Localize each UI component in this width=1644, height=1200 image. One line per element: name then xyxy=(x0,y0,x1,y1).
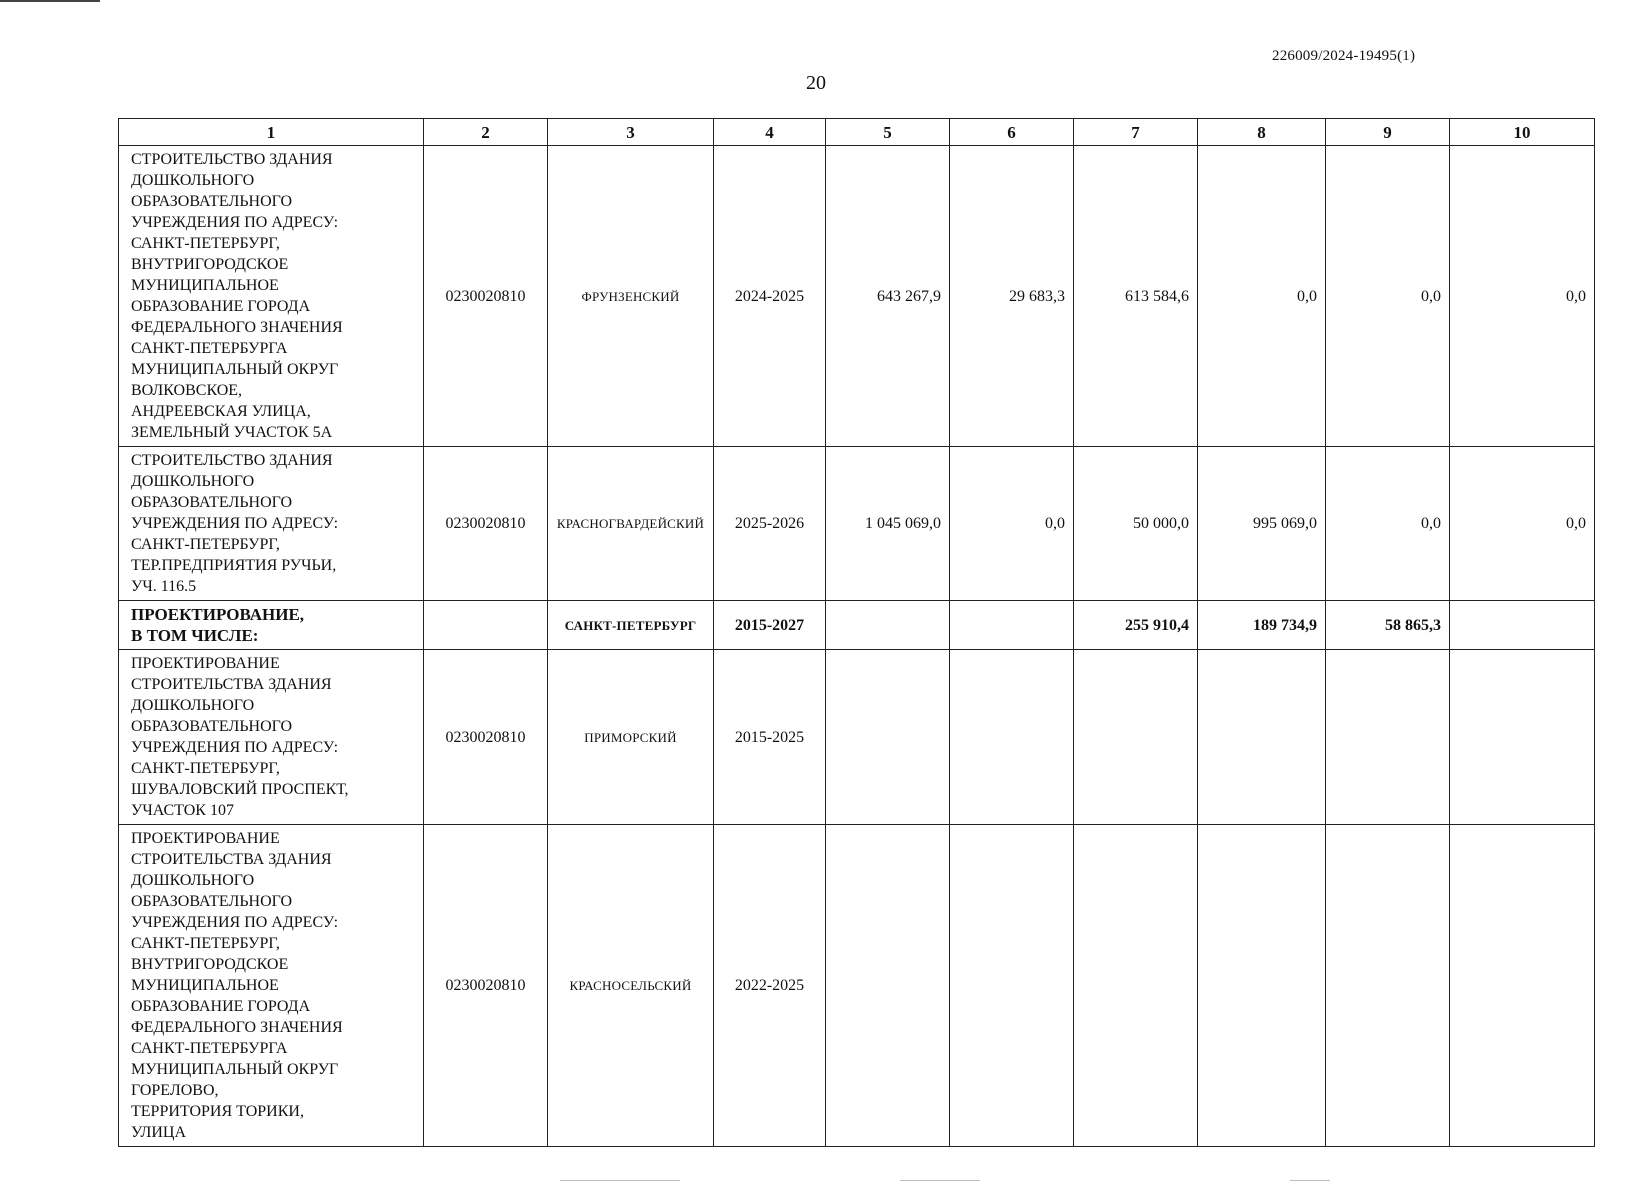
district-cell: КРАСНОСЕЛЬСКИЙ xyxy=(548,825,714,1147)
table-row xyxy=(119,825,1595,1147)
value-cell-6: 29 683,3 xyxy=(950,146,1074,447)
value-cell-9 xyxy=(1326,825,1450,1147)
value-cell-7: 50 000,0 xyxy=(1074,447,1198,601)
value-cell-9 xyxy=(1326,650,1450,825)
object-name-cell: ПРОЕКТИРОВАНИЕ СТРОИТЕЛЬСТВА ЗДАНИЯ ДОШКОЛЬНОГО ОБРАЗОВАТЕЛЬНОГО УЧРЕЖДЕНИЯ ПО АДРЕСУ: САНКТ-ПЕТЕРБУРГ, ВНУТРИГОРОДСКОЕ МУНИЦИПАЛЬНОЕ ОБРАЗОВАНИЕ ГОРОДА ФЕДЕРАЛЬНОГО ЗНАЧЕНИЯ САНКТ-ПЕТЕРБУРГА МУНИЦИПАЛЬНЫЙ ОКРУГ ГОРЕЛОВО, ТЕРРИТОРИЯ ТОРИКИ, УЛИЦА xyxy=(119,825,424,1147)
period-cell: 2015-2025 xyxy=(714,650,826,825)
value-cell-9: 58 865,3 xyxy=(1326,601,1450,650)
table-row xyxy=(119,447,1595,601)
table-row-subtotal xyxy=(119,601,1595,650)
district-cell: САНКТ-ПЕТЕРБУРГ xyxy=(548,601,714,650)
scan-artifact-line xyxy=(560,1180,680,1181)
budget-code-cell: 0230020810 xyxy=(424,146,548,447)
budget-code-cell xyxy=(424,601,548,650)
column-header: 8 xyxy=(1198,119,1326,146)
value-cell-10: 0,0 xyxy=(1450,146,1595,447)
scan-corner-mark xyxy=(0,0,100,2)
value-cell-10 xyxy=(1450,825,1595,1147)
value-cell-5 xyxy=(826,825,950,1147)
budget-code-cell: 0230020810 xyxy=(424,650,548,825)
column-header: 2 xyxy=(424,119,548,146)
value-cell-6 xyxy=(950,825,1074,1147)
value-cell-6 xyxy=(950,650,1074,825)
value-cell-5: 1 045 069,0 xyxy=(826,447,950,601)
column-header: 9 xyxy=(1326,119,1450,146)
value-cell-8 xyxy=(1198,825,1326,1147)
value-cell-8: 995 069,0 xyxy=(1198,447,1326,601)
budget-table xyxy=(118,118,1595,1147)
value-cell-7: 613 584,6 xyxy=(1074,146,1198,447)
period-cell: 2024-2025 xyxy=(714,146,826,447)
column-header: 4 xyxy=(714,119,826,146)
value-cell-10: 0,0 xyxy=(1450,447,1595,601)
scan-artifact-line xyxy=(1290,1180,1330,1181)
value-cell-10 xyxy=(1450,650,1595,825)
period-cell: 2015-2027 xyxy=(714,601,826,650)
value-cell-9: 0,0 xyxy=(1326,447,1450,601)
district-cell: ФРУНЗЕНСКИЙ xyxy=(548,146,714,447)
value-cell-6: 0,0 xyxy=(950,447,1074,601)
object-name-cell: ПРОЕКТИРОВАНИЕ, В ТОМ ЧИСЛЕ: xyxy=(119,601,424,650)
district-cell: КРАСНОГВАРДЕЙСКИЙ xyxy=(548,447,714,601)
value-cell-5: 643 267,9 xyxy=(826,146,950,447)
object-name-cell: ПРОЕКТИРОВАНИЕ СТРОИТЕЛЬСТВА ЗДАНИЯ ДОШКОЛЬНОГО ОБРАЗОВАТЕЛЬНОГО УЧРЕЖДЕНИЯ ПО АДРЕСУ: САНКТ-ПЕТЕРБУРГ, ШУВАЛОВСКИЙ ПРОСПЕКТ, УЧАСТОК 107 xyxy=(119,650,424,825)
value-cell-8 xyxy=(1198,650,1326,825)
value-cell-7 xyxy=(1074,650,1198,825)
column-header: 7 xyxy=(1074,119,1198,146)
value-cell-8: 0,0 xyxy=(1198,146,1326,447)
document-number: 226009/2024-19495(1) xyxy=(1272,48,1416,64)
value-cell-7 xyxy=(1074,825,1198,1147)
object-name-cell: СТРОИТЕЛЬСТВО ЗДАНИЯ ДОШКОЛЬНОГО ОБРАЗОВАТЕЛЬНОГО УЧРЕЖДЕНИЯ ПО АДРЕСУ: САНКТ-ПЕТЕРБУРГ, ТЕР.ПРЕДПРИЯТИЯ РУЧЬИ, УЧ. 116.5 xyxy=(119,447,424,601)
value-cell-10 xyxy=(1450,601,1595,650)
column-number-row xyxy=(119,119,1595,146)
value-cell-5 xyxy=(826,650,950,825)
column-header: 10 xyxy=(1450,119,1595,146)
column-header: 3 xyxy=(548,119,714,146)
page-number: 20 xyxy=(806,72,826,94)
table-row xyxy=(119,650,1595,825)
column-header: 6 xyxy=(950,119,1074,146)
object-name-cell: СТРОИТЕЛЬСТВО ЗДАНИЯ ДОШКОЛЬНОГО ОБРАЗОВАТЕЛЬНОГО УЧРЕЖДЕНИЯ ПО АДРЕСУ: САНКТ-ПЕТЕРБУРГ, ВНУТРИГОРОДСКОЕ МУНИЦИПАЛЬНОЕ ОБРАЗОВАНИЕ ГОРОДА ФЕДЕРАЛЬНОГО ЗНАЧЕНИЯ САНКТ-ПЕТЕРБУРГА МУНИЦИПАЛЬНЫЙ ОКРУГ ВОЛКОВСКОЕ, АНДРЕЕВСКАЯ УЛИЦА, ЗЕМЕЛЬНЫЙ УЧАСТОК 5А xyxy=(119,146,424,447)
value-cell-8: 189 734,9 xyxy=(1198,601,1326,650)
district-cell: ПРИМОРСКИЙ xyxy=(548,650,714,825)
value-cell-9: 0,0 xyxy=(1326,146,1450,447)
value-cell-7: 255 910,4 xyxy=(1074,601,1198,650)
column-header: 1 xyxy=(119,119,424,146)
value-cell-5 xyxy=(826,601,950,650)
budget-code-cell: 0230020810 xyxy=(424,825,548,1147)
period-cell: 2025-2026 xyxy=(714,447,826,601)
column-header: 5 xyxy=(826,119,950,146)
scan-artifact-line xyxy=(900,1180,980,1181)
budget-code-cell: 0230020810 xyxy=(424,447,548,601)
value-cell-6 xyxy=(950,601,1074,650)
table-row xyxy=(119,146,1595,447)
period-cell: 2022-2025 xyxy=(714,825,826,1147)
